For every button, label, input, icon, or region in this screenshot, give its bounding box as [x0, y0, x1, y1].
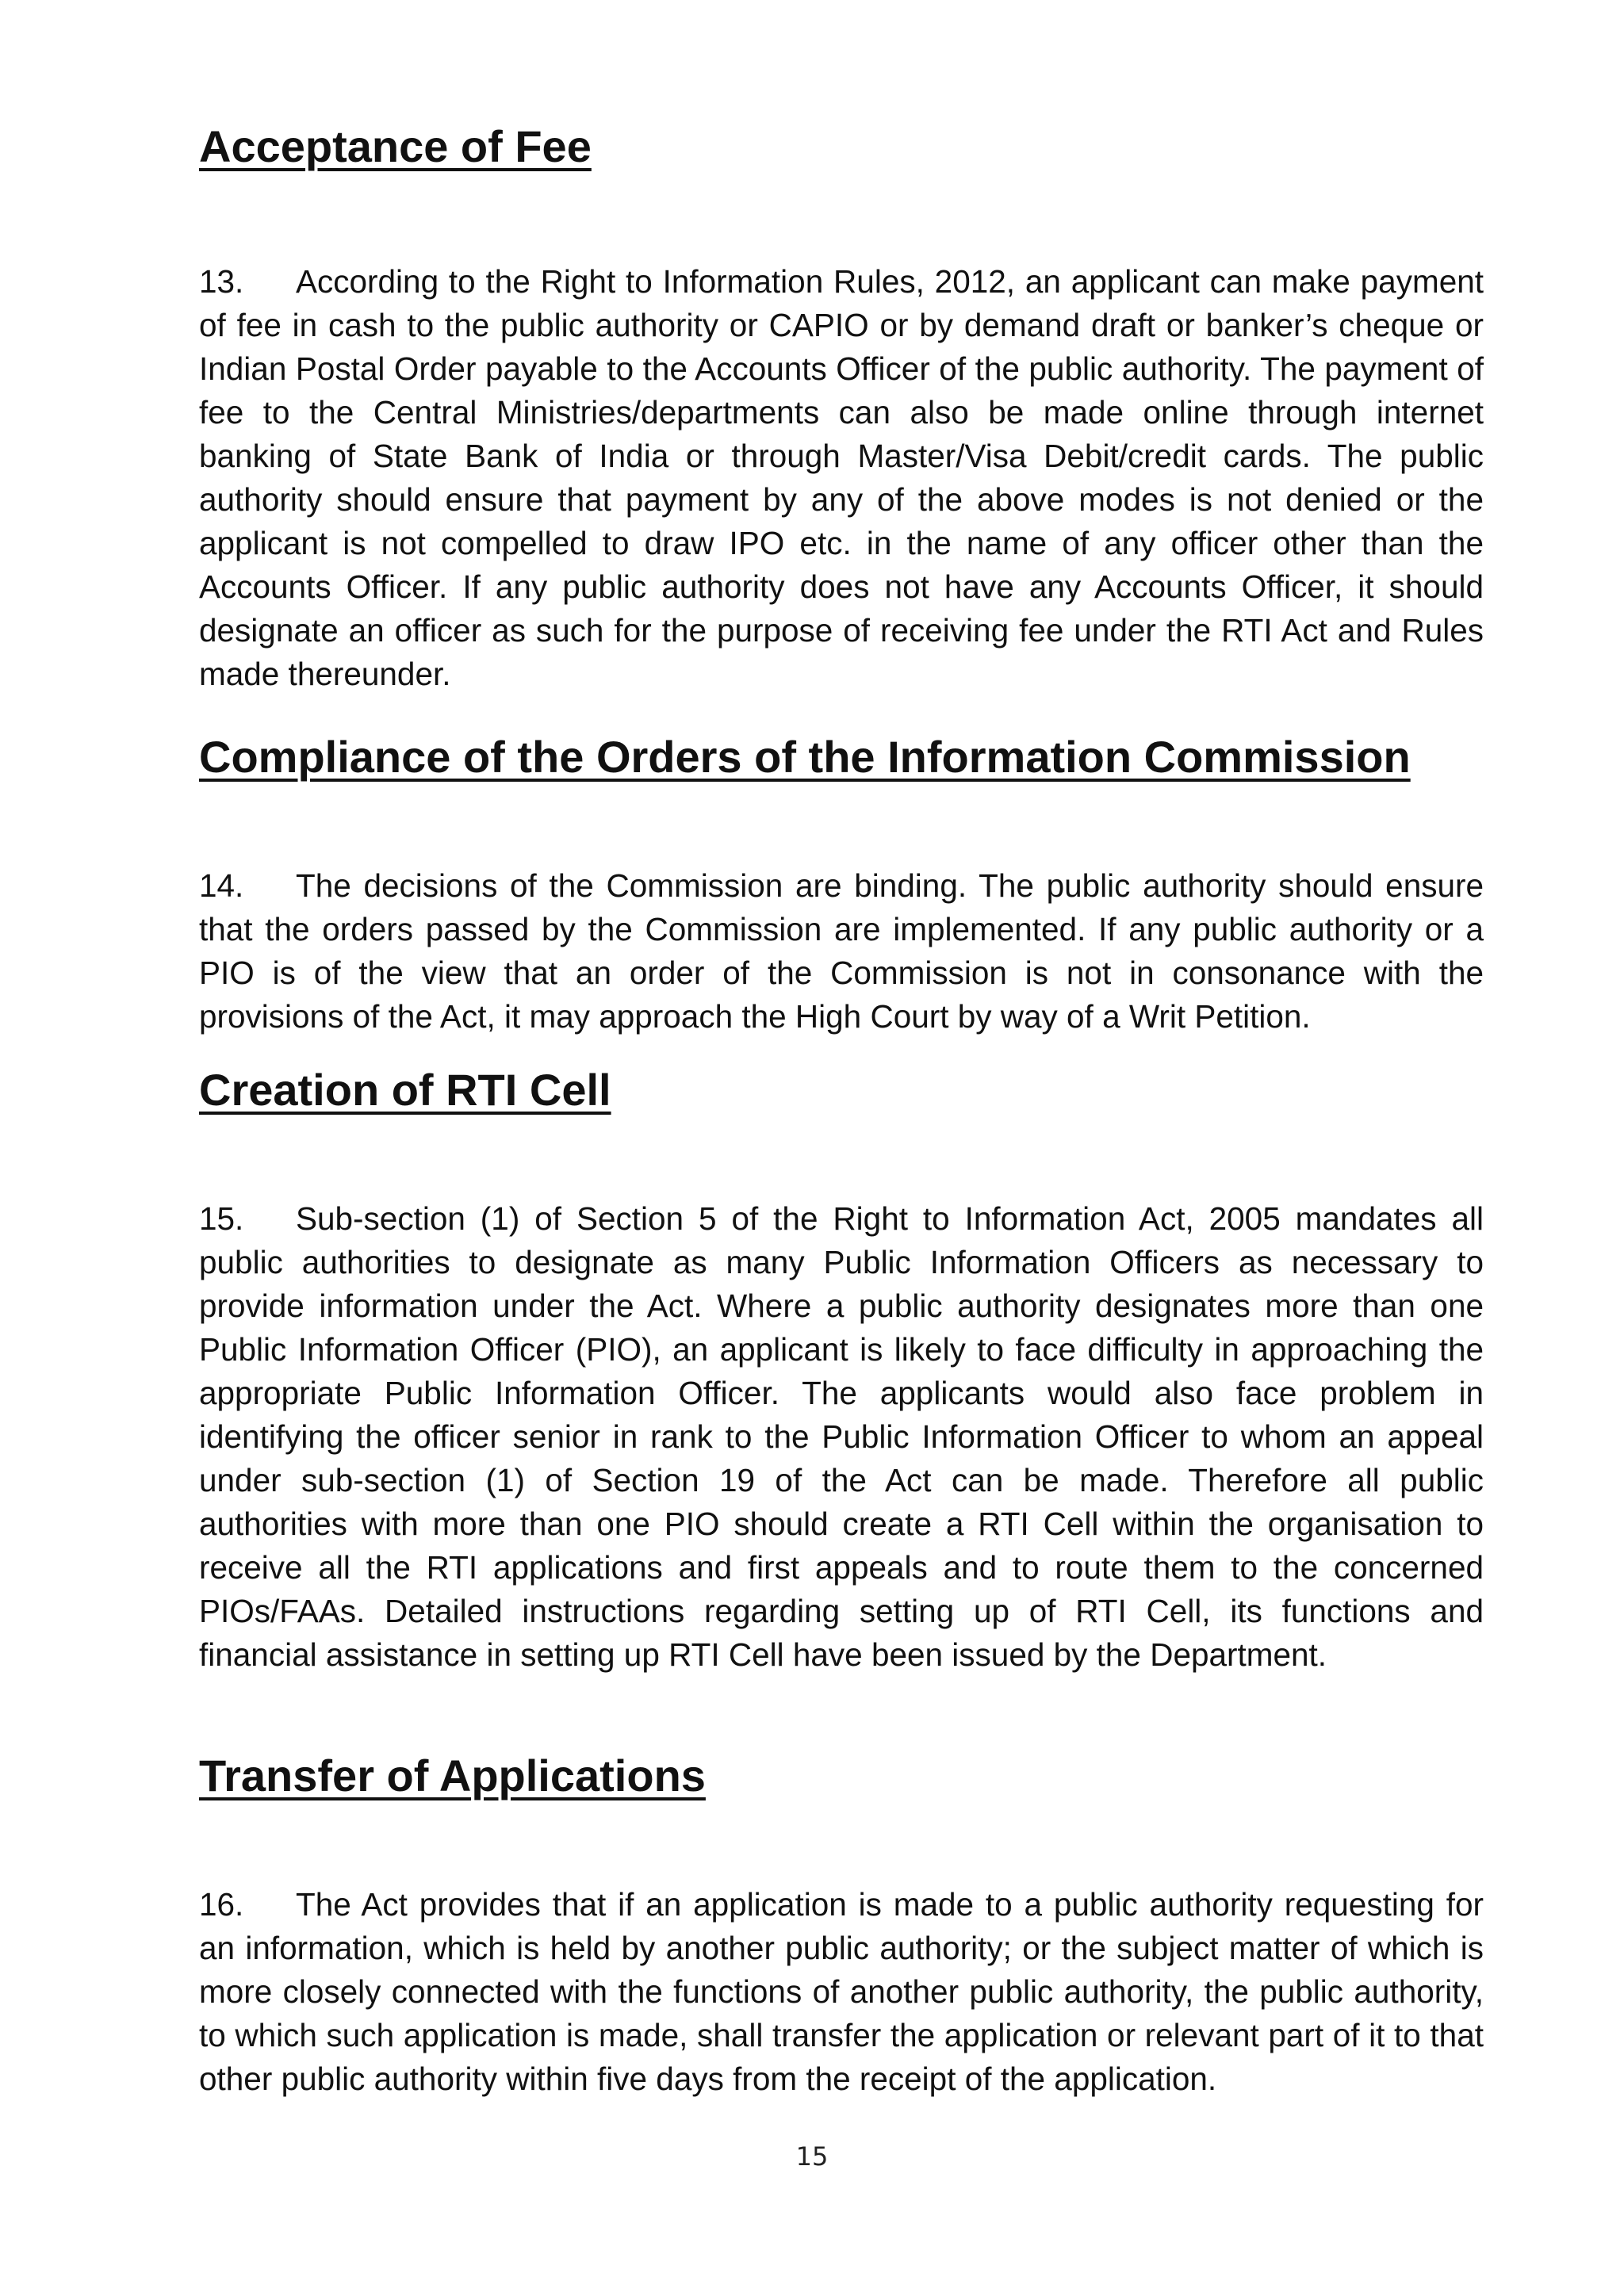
paragraph-number: 14. [199, 867, 244, 904]
paragraph-16 [199, 1883, 1484, 2101]
paragraph-text: The Act provides that if an application is made to a public authority requesting for an information, which is held by another public authority; or the subject matter of which is more closely connected with the functions of another public authority, the public authority, to which such application is made, shall transfer the application or relevant part of it to that other public authority within five days from the receipt of the application. [199, 1886, 1484, 2097]
paragraph-13 [199, 260, 1484, 696]
paragraph-text: Sub-section (1) of Section 5 of the Right to Information Act, 2005 mandates all public authorities to designate as many Public Information Officers as necessary to provide information under the Act. Where a public authority designates more than one Public Information Officer (PIO), an applicant is likely to face difficulty in approaching the appropriate Public Information Officer. The applicants would also face problem in identifying the officer senior in rank to the Public Information Officer to whom an appeal under sub-section (1) of Section 19 of the Act can be made. Therefore all public authorities with more than one PIO should create a RTI Cell within the organisation to receive all the RTI applications and first appeals and to route them to the concerned PIOs/FAAs. Detailed instructions regarding setting up of RTI Cell, its functions and financial assistance in setting up RTI Cell have been issued by the Department. [199, 1200, 1484, 1673]
paragraph-number: 15. [199, 1200, 244, 1237]
paragraph-number: 16. [199, 1886, 244, 1923]
page-content [199, 119, 1484, 2101]
page-number: 15 [795, 2141, 829, 2172]
paragraph-15 [199, 1197, 1484, 1677]
paragraph-14 [199, 864, 1484, 1039]
heading-creation-of-rti-cell: Creation of RTI Cell [199, 1065, 611, 1115]
paragraph-text: The decisions of the Commission are binding. The public authority should ensure that the orders passed by the Commission are implemented. If any public authority or a PIO is of the view that an order of the Commission is not in consonance with the provisions of the Act, it may approach the High Court by way of a Writ Petition. [199, 867, 1484, 1035]
heading-compliance-of-orders: Compliance of the Orders of the Information Commission [199, 732, 1411, 782]
paragraph-number: 13. [199, 263, 244, 300]
heading-acceptance-of-fee: Acceptance of Fee [199, 121, 592, 171]
paragraph-text: According to the Right to Information Rules, 2012, an applicant can make payment of fee in cash to the public authority or CAPIO or by demand draft or banker’s cheque or Indian Postal Order payable to the Accounts Officer of the public authority. The payment of fee to the Central Ministries/departments can also be made online through internet banking of State Bank of India or through Master/Visa Debit/credit cards. The public authority should ensure that payment by any of the above modes is not denied or the applicant is not compelled to draw IPO etc. in the name of any officer other than the Accounts Officer. If any public authority does not have any Accounts Officer, it should designate an officer as such for the purpose of receiving fee under the RTI Act and Rules made thereunder. [199, 263, 1484, 692]
heading-transfer-of-applications: Transfer of Applications [199, 1751, 706, 1800]
